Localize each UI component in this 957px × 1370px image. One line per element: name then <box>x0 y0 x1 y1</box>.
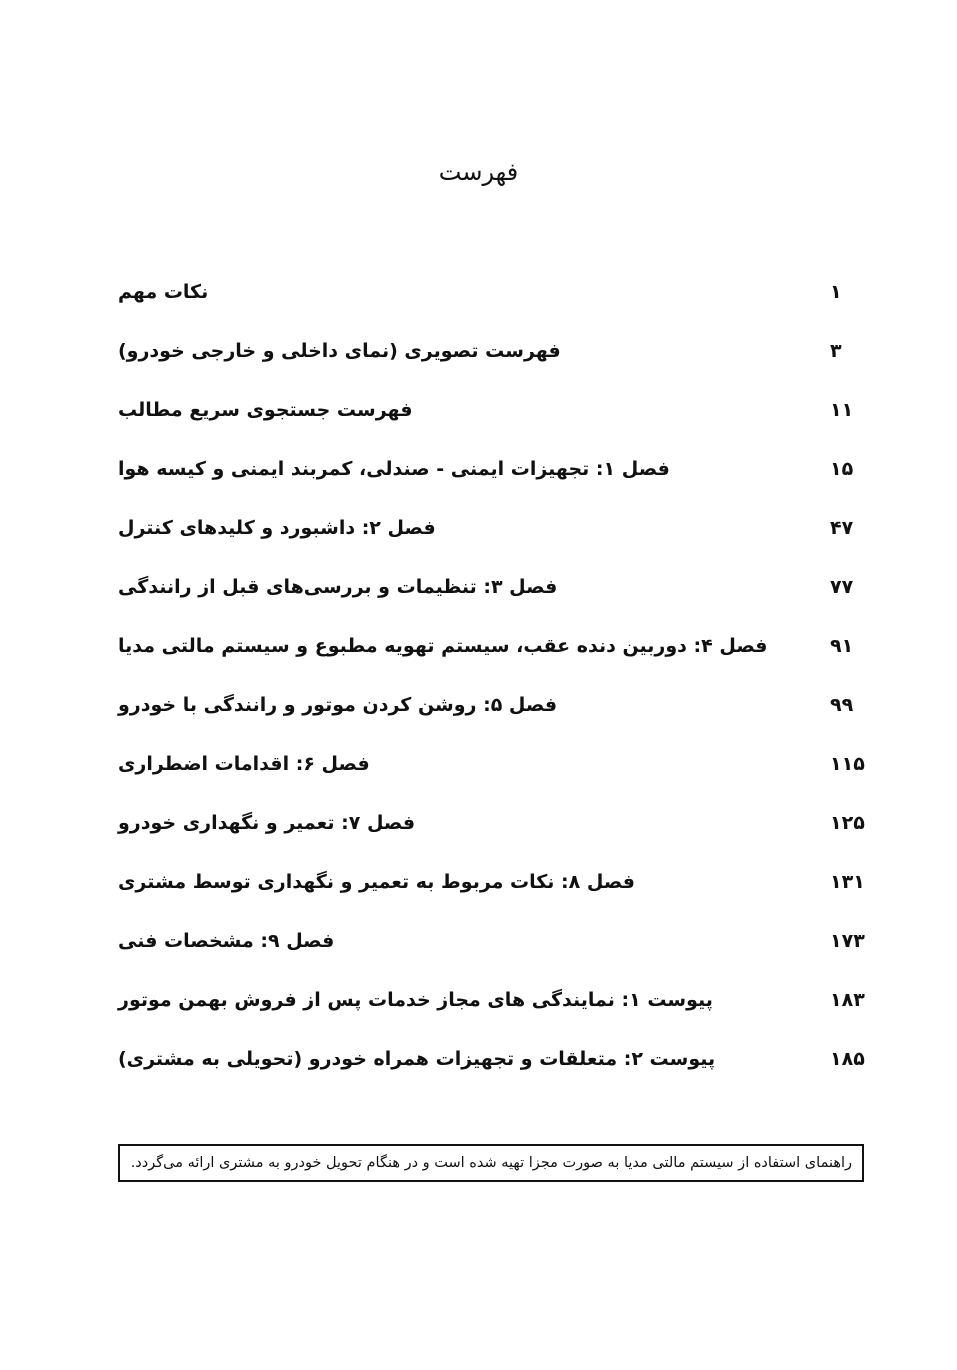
toc-entry-chapter-9[interactable] <box>118 911 870 970</box>
toc-entry-page: ۱۲۵ <box>830 811 865 834</box>
toc-entry-title: نکات مهم <box>118 280 209 303</box>
toc-entry-title: فصل ۵: روشن کردن موتور و رانندگی با خودرو <box>118 693 558 716</box>
toc-entry-chapter-8[interactable] <box>118 852 870 911</box>
toc-entry-page: ۱۵ <box>830 457 854 480</box>
toc-entry-chapter-5[interactable] <box>118 675 870 734</box>
toc-entry-quick-search[interactable] <box>118 380 870 439</box>
toc-entry-page: ۱ <box>830 280 842 303</box>
toc-entry-chapter-1[interactable] <box>118 439 870 498</box>
toc-entry-page: ۱۳۱ <box>830 870 865 893</box>
toc-entry-page: ۴۷ <box>830 516 854 539</box>
toc-entry-page: ۱۷۳ <box>830 929 865 952</box>
toc-entry-page: ۳ <box>830 339 842 362</box>
table-of-contents <box>118 262 870 1088</box>
toc-entry-page: ۱۸۵ <box>830 1047 865 1070</box>
toc-entry-title: فصل ۳: تنظیمات و بررسی‌های قبل از رانندگی <box>118 575 558 598</box>
toc-entry-chapter-7[interactable] <box>118 793 870 852</box>
multimedia-note-box <box>118 1144 864 1182</box>
toc-entry-page: ۹۱ <box>830 634 854 657</box>
toc-entry-page: ۱۱۵ <box>830 752 865 775</box>
multimedia-note-text: راهنمای استفاده از سیستم مالتی مدیا به صورت مجزا تهیه شده است و در هنگام تحویل خودرو به مشتری ارائه می‌گردد. <box>130 1155 852 1171</box>
toc-entry-chapter-4[interactable] <box>118 616 870 675</box>
toc-entry-chapter-2[interactable] <box>118 498 870 557</box>
toc-entry-title: فهرست تصویری (نمای داخلی و خارجی خودرو) <box>118 339 561 362</box>
toc-entry-chapter-6[interactable] <box>118 734 870 793</box>
toc-entry-title: فصل ۸: نکات مربوط به تعمیر و نگهداری توسط مشتری <box>118 870 636 893</box>
toc-entry-chapter-3[interactable] <box>118 557 870 616</box>
toc-entry-title: فصل ۲: داشبورد و کلیدهای کنترل <box>118 516 436 539</box>
toc-entry-important-notes[interactable] <box>118 262 870 321</box>
toc-entry-title: فصل ۱: تجهیزات ایمنی - صندلی، کمربند ایمنی و کیسه هوا <box>118 457 670 480</box>
page-title: فهرست <box>438 158 519 186</box>
toc-entry-page: ۷۷ <box>830 575 854 598</box>
toc-entry-visual-index[interactable] <box>118 321 870 380</box>
toc-entry-page: ۱۸۳ <box>830 988 865 1011</box>
toc-entry-title: فهرست جستجوی سریع مطالب <box>118 398 413 421</box>
toc-entry-title: پیوست ۲: متعلقات و تجهیزات همراه خودرو (تحویلی به مشتری) <box>118 1047 716 1070</box>
toc-entry-title: فصل ۹: مشخصات فنی <box>118 929 335 952</box>
toc-entry-page: ۹۹ <box>830 693 854 716</box>
toc-entry-appendix-1[interactable] <box>118 970 870 1029</box>
toc-entry-appendix-2[interactable] <box>118 1029 870 1088</box>
toc-entry-page: ۱۱ <box>830 398 854 421</box>
toc-entry-title: پیوست ۱: نمایندگی های مجاز خدمات پس از فروش بهمن موتور <box>118 988 713 1011</box>
toc-entry-title: فصل ۴: دوربین دنده عقب، سیستم تهویه مطبوع و سیستم مالتی مدیا <box>118 634 768 657</box>
toc-entry-title: فصل ۷: تعمیر و نگهداری خودرو <box>118 811 416 834</box>
toc-entry-title: فصل ۶: اقدامات اضطراری <box>118 752 370 775</box>
